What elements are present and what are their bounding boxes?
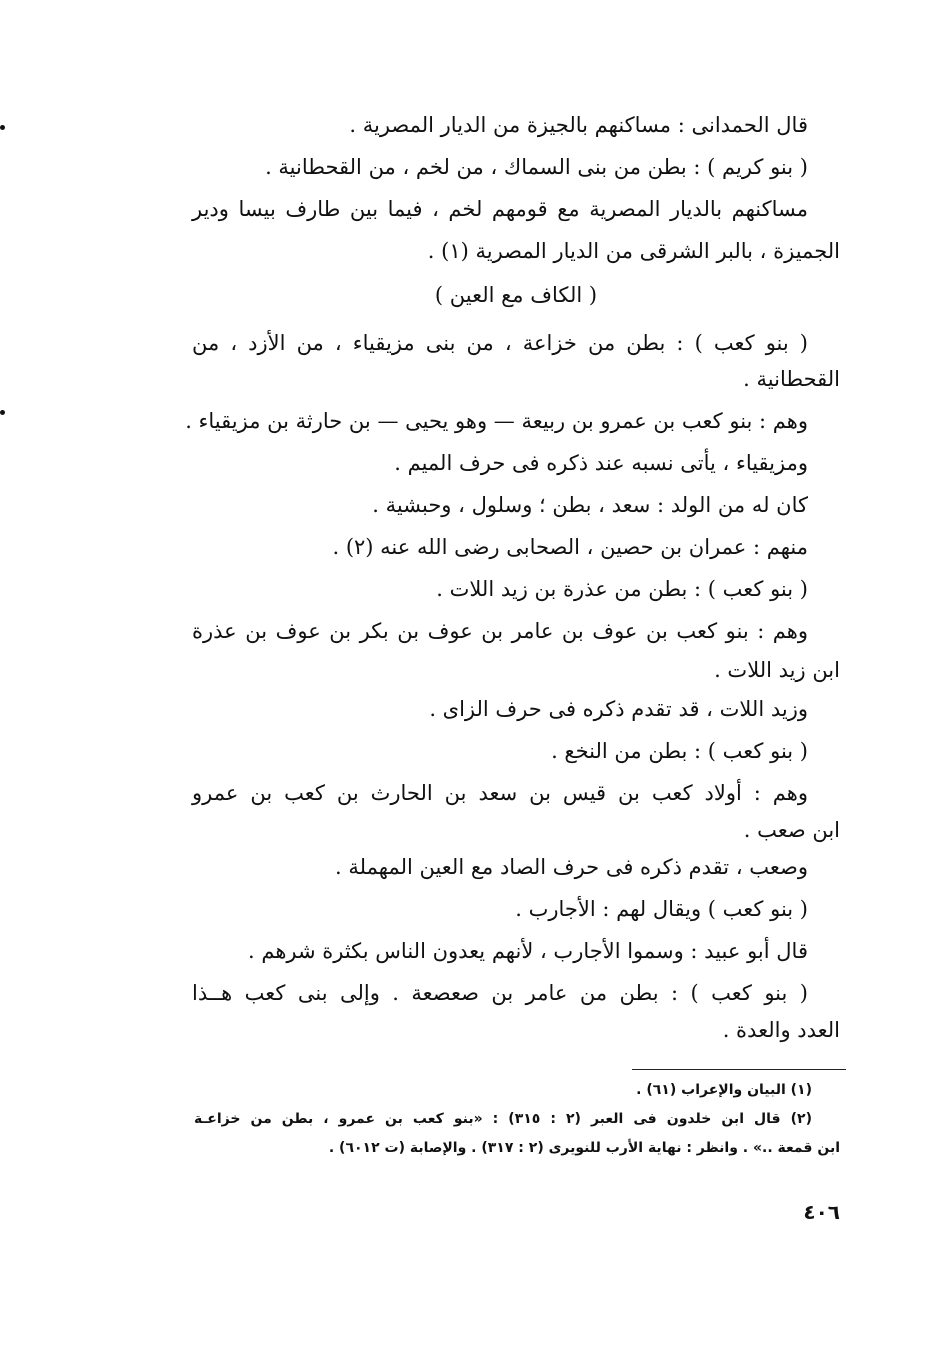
text-line: ( بنو كريم ) : بطن من بنى السماك ، من لخم ، من القحطانية .: [265, 155, 808, 179]
text-line: ( بنو كعب ) : بطن من عامر بن صعصعة . وإلى بنى كعب هــذا: [192, 981, 808, 1005]
text-line: ( بنو كعب ) : بطن من النخع .: [551, 739, 808, 763]
text-line: القحطانية .: [743, 367, 840, 391]
footnote-continuation: ابن قمعة ..» . وانظر : نهاية الأرب للنويرى (٢ : ٣١٧) . والإصابة (ت ٦٠١٢) .: [328, 1140, 840, 1156]
text-line: العدد والعدة .: [722, 1018, 840, 1042]
text-line: وهم : بنو كعب بن عوف بن عامر بن عوف بن بكر بن عوف بن عذرة: [192, 619, 808, 643]
text-line: ابن صعب .: [743, 818, 840, 842]
footnote: (١) البيان والإعراب (٦١) .: [636, 1082, 812, 1098]
text-line: وهم : بنو كعب بن عمرو بن ربيعة — وهو يحيى — بن حارثة بن مزيقياء .: [185, 409, 808, 433]
text-line: كان له من الولد : سعد ، بطن ؛ وسلول ، وحبشية .: [372, 493, 808, 517]
text-line: مساكنهم بالديار المصرية مع قومهم لخم ، فيما بين طارف بيسا ودير: [192, 197, 808, 221]
text-line: ابن زيد اللات .: [714, 658, 840, 682]
text-line: وهم : أولاد كعب بن قيس بن سعد بن الحارث بن كعب بن عمرو: [192, 781, 808, 805]
text-line: ( بنو كعب ) ويقال لهم : الأجارب .: [515, 897, 808, 921]
page-number: ٤٠٦: [803, 1200, 840, 1224]
text-line: الجميزة ، بالبر الشرقى من الديار المصرية (١) .: [427, 239, 840, 263]
text-line: منهم : عمران بن حصين ، الصحابى رضى الله عنه (٢) .: [332, 535, 808, 559]
text-line: ومزيقياء ، يأتى نسبه عند ذكره فى حرف الميم .: [394, 451, 808, 475]
text-line: قال أبو عبيد : وسموا الأجارب ، لأنهم يعدون الناس بكثرة شرهم .: [248, 939, 808, 963]
margin-dot: [0, 410, 5, 415]
text-line: وزيد اللات ، قد تقدم ذكره فى حرف الزاى .: [429, 697, 808, 721]
section-heading: ( الكاف مع العين ): [434, 283, 598, 307]
text-line: قال الحمدانى : مساكنهم بالجيزة من الديار المصرية .: [349, 113, 808, 137]
text-line: وصعب ، تقدم ذكره فى حرف الصاد مع العين المهملة .: [335, 855, 808, 879]
footnote: (٢) قال ابن خلدون فى العبر (٢ : ٣١٥) : «بنو كعب بن عمرو ، بطن من خزاعـة: [194, 1111, 812, 1127]
text-line: ( بنو كعب ) : بطن من خزاعة ، من بنى مزيقياء ، من الأزد ، من: [192, 331, 808, 355]
text-line: ( بنو كعب ) : بطن من عذرة بن زيد اللات .: [436, 577, 808, 601]
margin-dot: [0, 125, 5, 130]
footnote-separator: [632, 1069, 846, 1070]
footnotes: [194, 1076, 840, 1163]
main-text: [185, 104, 840, 1046]
